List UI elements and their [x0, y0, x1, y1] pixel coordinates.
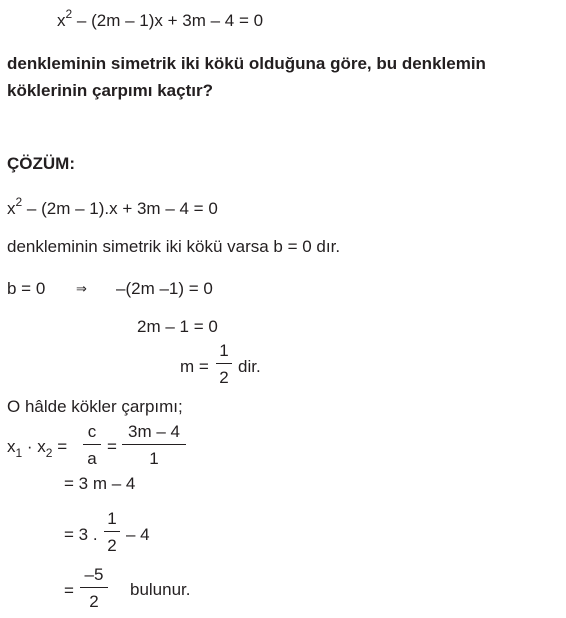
m-numerator: 1: [219, 341, 229, 360]
x1-subscript: 1: [15, 446, 23, 460]
equals-sign: =: [52, 437, 68, 456]
equals-sign-2: =: [107, 437, 117, 456]
result-step-2-fraction: [104, 510, 120, 554]
fraction-bar: [104, 531, 120, 532]
x2-variable: x: [37, 437, 46, 456]
result-step-3-suffix: bulunur.: [130, 580, 191, 599]
product-fraction: [122, 423, 186, 467]
x1-variable: x: [7, 437, 16, 456]
result-step-2-suffix: – 4: [126, 525, 150, 544]
eq-remainder: – (2m – 1)x + 3m – 4 = 0: [72, 11, 264, 30]
fraction-bar: [122, 444, 186, 445]
a-denominator: a: [87, 449, 97, 468]
solution-equation: [7, 195, 218, 218]
eq-variable: x: [57, 11, 66, 30]
question-text-line2: köklerinin çarpımı kaçtır?: [7, 81, 213, 100]
product-intro: O hâlde kökler çarpımı;: [7, 397, 183, 416]
eq-remainder: – (2m – 1).x + 3m – 4 = 0: [22, 199, 218, 218]
question-equation: [57, 7, 264, 30]
eq-variable: x: [7, 199, 16, 218]
c-over-a-fraction: [83, 423, 101, 467]
result-step-1: = 3 m – 4: [64, 474, 136, 493]
r2-denominator: 2: [107, 536, 117, 555]
r3-numerator: –5: [84, 565, 104, 584]
b-equals-zero: b = 0: [7, 279, 46, 298]
m-denominator: 2: [219, 368, 229, 387]
implies-arrow-icon: ⇒: [76, 282, 87, 297]
result-step-3-fraction: [80, 566, 108, 610]
symmetric-condition: denkleminin simetrik iki kökü varsa b = 0 dır.: [7, 237, 341, 256]
eq-exponent: 2: [65, 7, 73, 21]
fraction-bar: [80, 587, 108, 588]
b-result: –(2m –1) = 0: [116, 279, 213, 298]
product-lhs: [7, 437, 68, 460]
fraction-bar: [83, 444, 101, 445]
m-label: m =: [180, 357, 209, 376]
product-denominator: 1: [149, 449, 159, 468]
r3-denominator: 2: [89, 592, 99, 611]
r2-numerator: 1: [107, 509, 117, 528]
multiply-dot: ·: [22, 437, 38, 456]
m-fraction: [216, 342, 232, 386]
result-step-2-prefix: = 3 .: [64, 525, 98, 544]
m-suffix: dir.: [238, 357, 261, 376]
eq-exponent: 2: [15, 195, 23, 209]
solution-title: ÇÖZÜM:: [7, 154, 75, 173]
question-text-line1: denkleminin simetrik iki kökü olduğuna göre, bu denklemin: [7, 54, 486, 73]
c-numerator: c: [87, 422, 97, 441]
fraction-bar: [216, 363, 232, 364]
result-step-3-equals: =: [64, 581, 74, 600]
x2-subscript: 2: [45, 446, 53, 460]
step-2m-minus-1: 2m – 1 = 0: [137, 317, 218, 336]
product-numerator: 3m – 4: [128, 422, 180, 441]
